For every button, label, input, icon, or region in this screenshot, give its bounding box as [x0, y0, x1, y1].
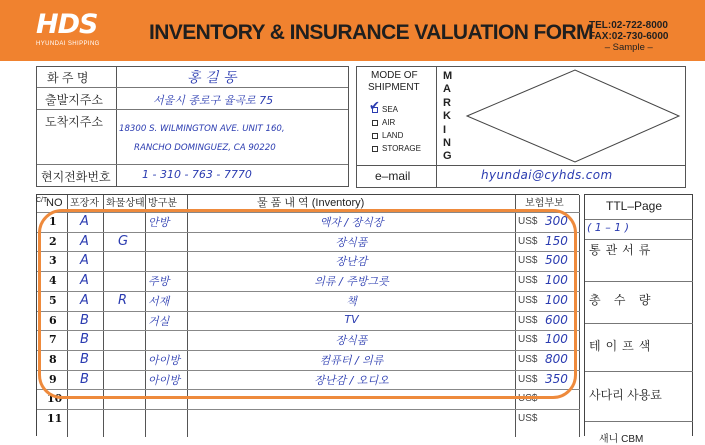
currency-label: US$ — [518, 216, 538, 227]
origin-address-value[interactable]: 서울시 종로구 율곡로 75 — [153, 94, 274, 107]
condition-code[interactable]: R — [118, 292, 128, 308]
highlight-outline — [38, 209, 577, 399]
customs-docs-label: 통관서류 — [589, 243, 656, 257]
row-number: 4 — [49, 274, 57, 288]
sample-mark: – Sample – — [604, 42, 653, 53]
local-phone-label: 현지전화번호 — [41, 170, 111, 184]
shipper-name-value[interactable]: 홍 길 동 — [187, 70, 237, 86]
packing-header: 포장자 — [70, 198, 99, 209]
packing-code[interactable]: A — [80, 273, 89, 289]
ttl-page-label: TTL–Page — [606, 199, 663, 213]
row-number: 11 — [47, 412, 63, 425]
packing-code[interactable]: A — [80, 233, 89, 249]
mode-option-sea[interactable] — [369, 99, 399, 114]
email-box — [356, 166, 686, 188]
room-header: 방구분 — [148, 198, 177, 209]
mode-label-line2: SHIPMENT — [368, 82, 420, 93]
packing-code[interactable]: A — [80, 292, 89, 308]
mode-label-line1: MODE OF — [371, 70, 418, 81]
inventory-item[interactable]: 책 — [346, 294, 357, 308]
currency-label: US$ — [518, 373, 538, 385]
mode-option-label: SEA — [382, 105, 399, 114]
currency-label: US$ — [518, 255, 538, 267]
room-name[interactable]: 주방 — [148, 275, 170, 289]
inventory-item[interactable]: TV — [344, 312, 359, 326]
marking-letter: R — [443, 96, 451, 109]
room-name[interactable]: 거실 — [148, 314, 170, 328]
row-number: 1 — [49, 215, 57, 228]
marking-letter: M — [443, 70, 453, 82]
shipper-info-box — [36, 66, 349, 187]
marking-letter: G — [443, 150, 452, 163]
inventory-item[interactable]: 장난감 — [335, 255, 368, 269]
no-header: NO — [46, 197, 63, 209]
inventory-header: 물 품 내 역 (Inventory) — [257, 197, 365, 209]
insured-value[interactable]: 600 — [545, 312, 568, 327]
condition-header: 화물상태 — [106, 198, 145, 209]
currency-label: US$ — [518, 275, 538, 287]
inventory-item[interactable]: 장식품 — [335, 235, 368, 249]
insurance-header: 보험부보 — [525, 198, 564, 209]
mode-checkbox[interactable] — [372, 133, 378, 139]
currency-label: US$ — [518, 334, 538, 346]
email-value[interactable]: hyundai@cyhds.com — [481, 168, 613, 182]
marking-letter: A — [443, 83, 451, 96]
mode-option-air[interactable] — [372, 118, 395, 127]
mode-checkbox[interactable] — [372, 120, 378, 126]
row-number: 8 — [49, 352, 57, 366]
row-number: 2 — [49, 234, 57, 248]
packing-code[interactable]: B — [80, 351, 89, 367]
row-number: 6 — [49, 313, 57, 327]
room-name[interactable]: 안방 — [148, 216, 170, 229]
packing-code[interactable]: B — [80, 312, 89, 328]
mode-checkbox[interactable] — [372, 146, 378, 152]
currency-label: US$ — [518, 353, 538, 365]
email-label: e–mail — [375, 169, 411, 183]
mode-option-label: LAND — [382, 131, 404, 140]
shipment-mode-box — [356, 66, 686, 166]
marking-diamond — [457, 67, 685, 165]
room-name[interactable]: 아이방 — [148, 373, 180, 387]
cbm-label: 새니 CBM — [599, 434, 644, 445]
insured-value[interactable]: 800 — [545, 351, 568, 366]
destination-address-label: 도착지주소 — [45, 115, 103, 129]
inventory-item[interactable]: 컴퓨터 / 의류 — [319, 353, 384, 367]
destination-address-line2[interactable]: RANCHO DOMINGUEZ, CA 90220 — [134, 143, 276, 153]
insured-value[interactable]: 100 — [545, 292, 568, 307]
packing-code[interactable]: A — [80, 253, 89, 269]
room-name[interactable]: 아이방 — [148, 353, 180, 367]
currency-label: US$ — [518, 393, 538, 405]
fax-number: FAX:02-730-6000 — [589, 31, 669, 42]
origin-address-label: 출발지주소 — [45, 93, 103, 107]
destination-address-line1[interactable]: 18300 S. WILMINGTON AVE. UNIT 160, — [119, 124, 285, 134]
marking-letter: I — [443, 123, 447, 136]
form-title: INVENTORY & INSURANCE VALUATION FORM — [149, 21, 593, 44]
mode-option-label: AIR — [382, 118, 396, 127]
packing-code[interactable]: A — [80, 214, 89, 229]
local-phone-value[interactable]: 1 - 310 - 763 - 7770 — [142, 168, 252, 181]
packing-code[interactable]: B — [80, 371, 89, 387]
currency-label: US$ — [518, 413, 538, 424]
logo-subtitle: HYUNDAI SHIPPING — [36, 41, 100, 47]
packing-code[interactable]: B — [80, 332, 89, 348]
mode-option-label: STORAGE — [382, 144, 421, 153]
shipper-name-label: 화 주 명 — [47, 71, 89, 85]
marking-letter: N — [443, 137, 451, 149]
currency-label: US$ — [518, 314, 538, 326]
ttl-page-value[interactable]: ( 1 – 1 ) — [587, 221, 630, 234]
currency-label: US$ — [518, 294, 538, 306]
insured-value[interactable]: 300 — [545, 214, 568, 228]
row-divider — [37, 409, 580, 410]
logo-mark: HDS — [36, 9, 98, 40]
marking-column — [437, 67, 457, 165]
row-number: 7 — [49, 333, 57, 347]
inventory-item[interactable]: 장식품 — [335, 334, 368, 348]
shipment-mode-column — [357, 67, 437, 165]
insured-value[interactable]: 350 — [545, 371, 568, 386]
row-number: 9 — [49, 372, 57, 386]
check-mark-icon: ✔ — [369, 99, 380, 114]
insured-value[interactable]: 100 — [545, 332, 568, 347]
inventory-item[interactable]: 장난감 / 오디오 — [314, 373, 389, 387]
contact-info — [589, 20, 669, 53]
company-logo — [36, 11, 116, 53]
tape-color-label: 테이프색 — [589, 339, 656, 353]
mode-option-storage[interactable] — [372, 144, 421, 153]
mode-option-land[interactable] — [372, 131, 403, 140]
row-number: 3 — [49, 254, 57, 268]
insured-value[interactable]: 150 — [545, 233, 568, 248]
form-header — [0, 0, 705, 61]
condition-code[interactable]: G — [118, 233, 129, 249]
summary-panel — [584, 194, 693, 445]
room-name[interactable]: 서재 — [148, 294, 170, 308]
marking-letter: K — [443, 110, 451, 123]
row-number: 10 — [47, 392, 63, 406]
inventory-item[interactable]: 액자 / 장식장 — [319, 216, 384, 229]
tel-number: TEL:02-722-8000 — [589, 20, 668, 31]
row-number: 5 — [49, 293, 57, 307]
total-quantity-label: 총 수 량 — [589, 293, 656, 307]
ladder-fee-label: 사다리 사용료 — [589, 388, 662, 402]
inventory-item[interactable]: 의류 / 주방그릇 — [314, 275, 389, 289]
currency-label: US$ — [518, 235, 538, 247]
insured-value[interactable]: 500 — [545, 253, 568, 268]
insured-value[interactable]: 100 — [545, 273, 568, 288]
ct-header: C/T — [36, 197, 48, 204]
